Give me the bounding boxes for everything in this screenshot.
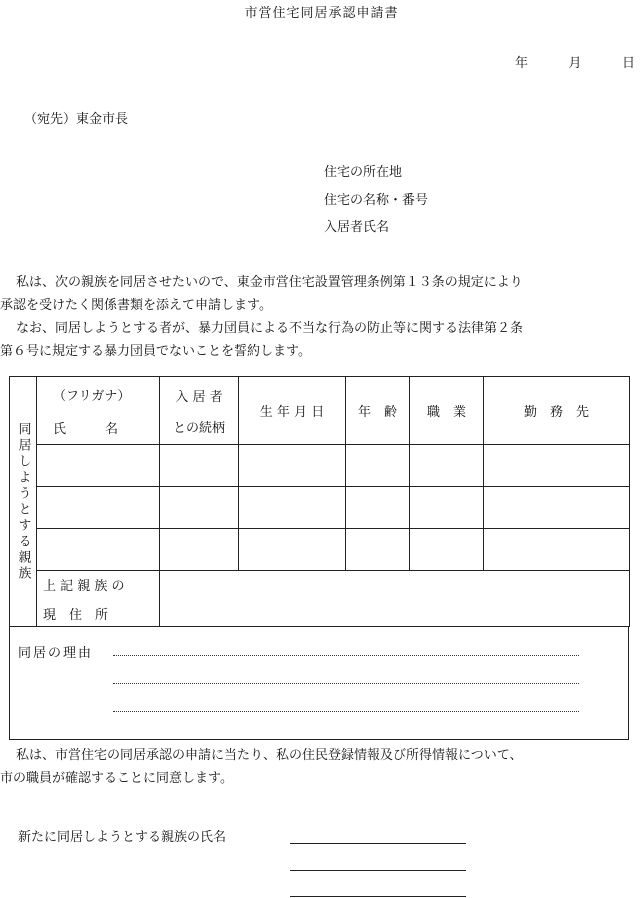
current-address-label-2: 現 住 所 <box>43 607 109 623</box>
header-age: 年 齢 <box>346 377 410 445</box>
side-label: 同居しようとする親族 <box>15 421 31 582</box>
current-address-label-1: 上 記 親 族 の <box>43 578 125 594</box>
header-relation-2: との続柄 <box>172 420 225 436</box>
relation-input-1[interactable] <box>160 445 239 487</box>
name-input-2[interactable] <box>37 487 160 529</box>
new-relative-name-line-3[interactable] <box>290 896 466 897</box>
date-day: 日 <box>621 56 635 71</box>
date-month: 月 <box>568 56 582 71</box>
applicant-housing-label: 住宅の名称・番号 <box>324 193 429 208</box>
consent-line-1: 私は、市営住宅の同居承認の申請に当たり、私の住民登録情報及び所得情報について、 <box>16 748 523 763</box>
header-furigana: （フリガナ） <box>53 388 131 404</box>
table-row <box>10 445 630 487</box>
new-relative-name-line-2[interactable] <box>290 870 466 871</box>
request-line-2: 承認を受けたく関係書類を添えて申請します。 <box>0 298 272 313</box>
age-input-2[interactable] <box>346 487 410 529</box>
relation-input-2[interactable] <box>160 487 239 529</box>
header-relation-cell <box>160 377 239 445</box>
current-address-input[interactable] <box>160 571 630 627</box>
reason-line-3[interactable] <box>113 711 579 712</box>
consent-paragraph <box>0 744 643 790</box>
occupation-input-1[interactable] <box>410 445 484 487</box>
age-input-1[interactable] <box>346 445 410 487</box>
table-row <box>10 529 630 571</box>
workplace-input-1[interactable] <box>484 445 630 487</box>
consent-line-2: 市の職員が確認することに同意します。 <box>0 771 233 786</box>
header-relation-1: 入 居 者 <box>175 389 223 405</box>
name-input-3[interactable] <box>37 529 160 571</box>
age-input-3[interactable] <box>346 529 410 571</box>
date-year: 年 <box>515 56 529 71</box>
header-name-cell <box>37 377 160 445</box>
request-paragraph <box>0 271 643 363</box>
addressee: （宛先）東金市長 <box>24 112 129 127</box>
header-occupation: 職 業 <box>410 377 484 445</box>
workplace-input-3[interactable] <box>484 529 630 571</box>
birthdate-input-1[interactable] <box>239 445 346 487</box>
header-workplace: 勤 務 先 <box>484 377 630 445</box>
pledge-line-1: なお、同居しようとする者が、暴力団員による不当な行為の防止等に関する法律第２条 <box>16 321 524 336</box>
document-title: 市営住宅同居承認申請書 <box>244 6 399 21</box>
occupation-input-3[interactable] <box>410 529 484 571</box>
workplace-input-2[interactable] <box>484 487 630 529</box>
birthdate-input-3[interactable] <box>239 529 346 571</box>
new-relative-name-line-1[interactable] <box>290 843 466 844</box>
date-line <box>515 52 635 71</box>
reason-line-2[interactable] <box>113 683 579 684</box>
reason-box <box>9 626 629 740</box>
new-relatives-label: 新たに同居しようとする親族の氏名 <box>18 830 227 845</box>
table-row <box>10 487 630 529</box>
occupation-input-2[interactable] <box>410 487 484 529</box>
applicant-name-label: 入居者氏名 <box>324 220 390 235</box>
pledge-line-2: 第６号に規定する暴力団員でないことを誓約します。 <box>0 344 311 359</box>
current-address-label-cell <box>37 571 160 627</box>
reason-label: 同居の理由 <box>18 646 94 661</box>
header-birthdate: 生 年 月 日 <box>239 377 346 445</box>
request-line-1: 私は、次の親族を同居させたいので、東金市営住宅設置管理条例第１３条の規定により <box>16 275 523 290</box>
name-input-1[interactable] <box>37 445 160 487</box>
birthdate-input-2[interactable] <box>239 487 346 529</box>
relation-input-3[interactable] <box>160 529 239 571</box>
reason-line-1[interactable] <box>113 655 579 656</box>
relatives-table <box>9 376 630 627</box>
side-label-cell <box>10 377 37 627</box>
header-name: 氏 名 <box>53 421 119 437</box>
applicant-address-label: 住宅の所在地 <box>324 165 403 180</box>
